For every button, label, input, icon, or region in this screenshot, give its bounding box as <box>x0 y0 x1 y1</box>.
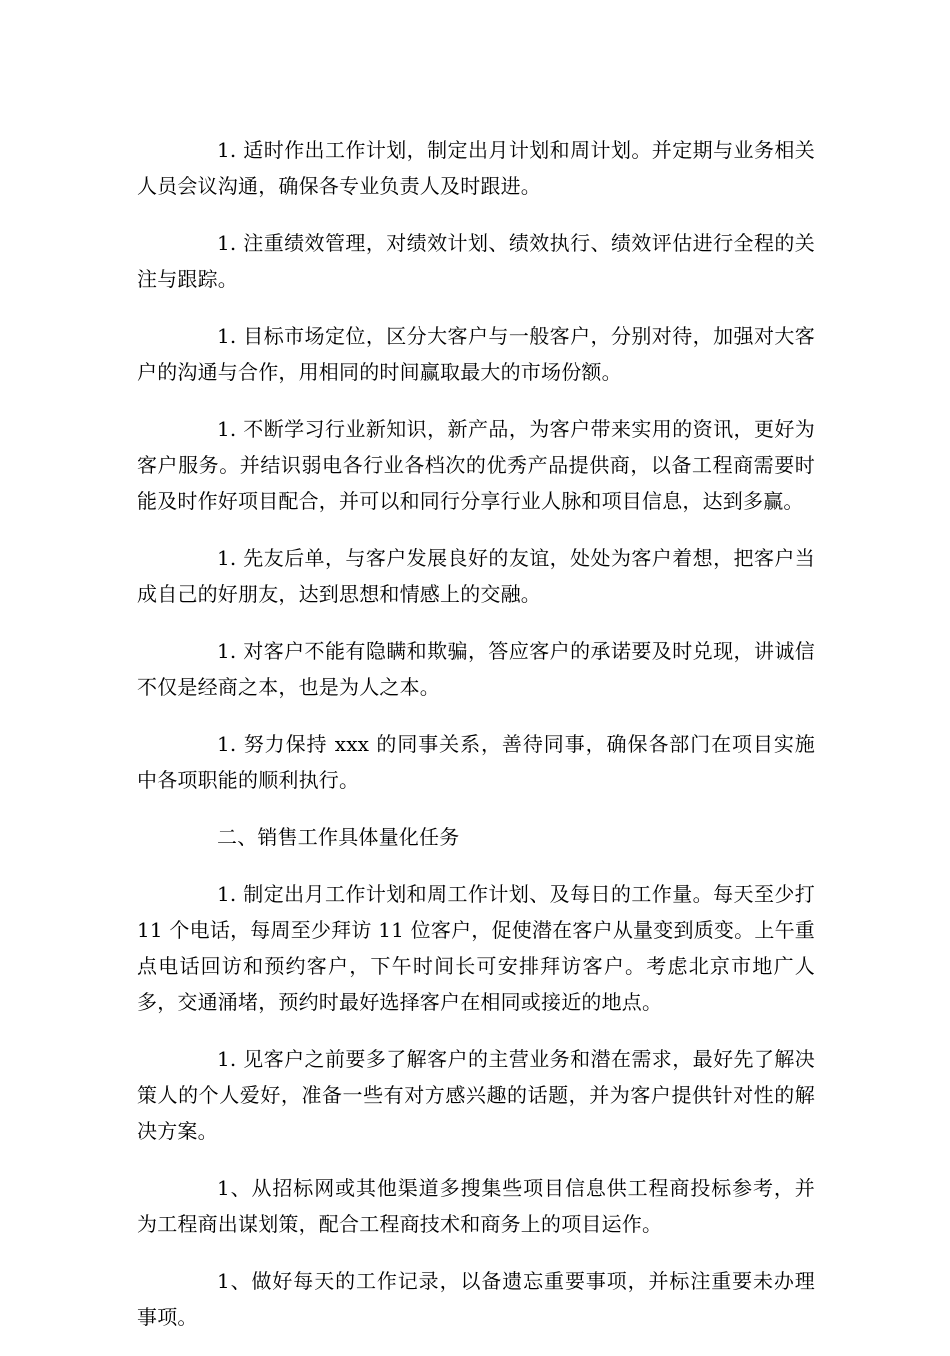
paragraph-friendship-first: 1. 先友后单，与客户发展良好的友谊，处处为客户着想，把客户当成自己的好朋友，达到思想和情感上的交融。 <box>137 546 815 606</box>
paragraph-project-information: 1、从招标网或其他渠道多搜集些项目信息供工程商投标参考，并为工程商出谋划策，配合工程商技术和商务上的项目运作。 <box>137 1176 815 1236</box>
document-body <box>137 132 815 1356</box>
paragraph-continuous-learning: 1. 不断学习行业新知识，新产品，为客户带来实用的资讯，更好为客户服务。并结识弱电各行业各档次的优秀产品提供商，以备工程商需要时能及时作好项目配合，并可以和同行分享行业人脉和项目信息，达到多赢。 <box>137 417 815 513</box>
paragraph-performance-management: 1. 注重绩效管理，对绩效计划、绩效执行、绩效评估进行全程的关注与跟踪。 <box>137 231 815 291</box>
paragraph-honesty: 1. 对客户不能有隐瞒和欺骗，答应客户的承诺要及时兑现，讲诚信不仅是经商之本，也是为人之本。 <box>137 639 815 699</box>
paragraph-daily-workload: 1. 制定出月工作计划和周工作计划、及每日的工作量。每天至少打 11 个电话，每周至少拜访 11 位客户，促使潜在客户从量变到质变。上午重点电话回访和预约客户，下午时间长可安排拜访客户。考虑北京市地广人多，交通涌堵，预约时最好选择客户在相同或接近的地点。 <box>137 882 815 1014</box>
section-heading-quantified-tasks: 二、销售工作具体量化任务 <box>217 825 460 849</box>
paragraph-client-research: 1. 见客户之前要多了解客户的主营业务和潜在需求，最好先了解决策人的个人爱好，准备一些有对方感兴趣的话题，并为客户提供针对性的解决方案。 <box>137 1047 815 1143</box>
paragraph-work-records: 1、做好每天的工作记录，以备遗忘重要事项，并标注重要未办理事项。 <box>137 1269 815 1329</box>
paragraph-market-positioning: 1. 目标市场定位，区分大客户与一般客户，分别对待，加强对大客户的沟通与合作，用相同的时间赢取最大的市场份额。 <box>137 324 815 384</box>
paragraph-colleague-relations: 1. 努力保持 xxx 的同事关系，善待同事，确保各部门在项目实施中各项职能的顺利执行。 <box>137 732 815 792</box>
paragraph-work-plan: 1. 适时作出工作计划，制定出月计划和周计划。并定期与业务相关人员会议沟通，确保各专业负责人及时跟进。 <box>137 138 815 198</box>
